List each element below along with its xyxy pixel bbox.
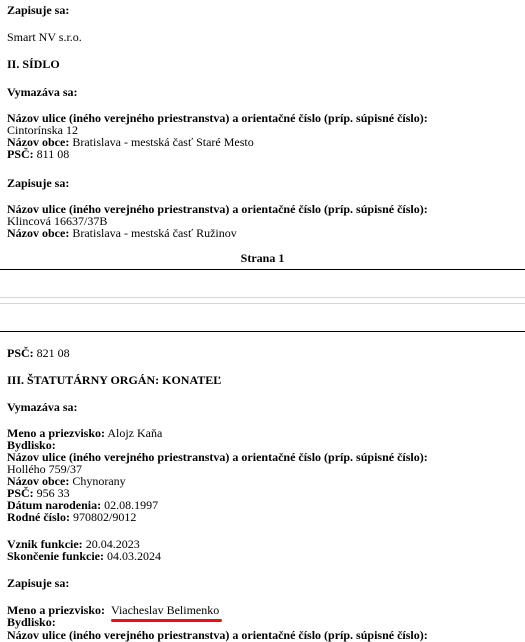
obec-label: Názov obce: <box>7 135 70 149</box>
new-obec-value: Bratislava - mestská časť Ružinov <box>72 226 237 240</box>
zapisuje-heading: Zapisuje sa: <box>7 3 70 17</box>
section-title-statutarny: III. ŠTATUTÁRNY ORGÁN: KONATEĽ <box>7 373 222 387</box>
obec-label-2: Názov obce: <box>7 226 70 240</box>
vznik-label: Vznik funkcie: <box>7 537 83 551</box>
old-psc-value: 811 08 <box>36 147 70 161</box>
skoncenie-label: Skončenie funkcie: <box>7 549 105 563</box>
old-street-value: Hollého 759/37 <box>7 462 82 476</box>
new-name-value: Viacheslav Belimenko <box>111 603 220 617</box>
old-psc-line <box>7 148 69 161</box>
page-footer: Strana 1 <box>240 251 285 265</box>
street-label: Názov ulice (iného verejného priestranstva) a orientačné číslo (príp. súpisné číslo): <box>7 111 428 125</box>
old-obec-value: Chynorany <box>72 474 126 488</box>
new-street-value: Klincová 16637/37B <box>7 214 108 228</box>
rodne-value: 970802/9012 <box>73 510 137 524</box>
rodne-label: Rodné číslo: <box>7 510 70 524</box>
old-street-value: Cintorínska 12 <box>7 123 78 137</box>
skoncenie-funkcie-line <box>7 550 161 563</box>
section-title-sidlo: II. SÍDLO <box>7 57 60 71</box>
page-top-rule <box>0 331 525 332</box>
street-label-2: Názov ulice (iného verejného priestranstva) a orientačné číslo (príp. súpisné číslo): <box>7 202 428 216</box>
datum-value: 02.08.1997 <box>104 498 159 512</box>
obec-label: Názov obce: <box>7 474 70 488</box>
datum-label: Dátum narodenia: <box>7 498 102 512</box>
psc-label: PSČ: <box>7 346 34 360</box>
meno-label: Meno a priezvisko: <box>7 426 105 440</box>
new-psc-line <box>7 347 70 360</box>
red-underline-annotation <box>111 619 222 622</box>
old-name-value: Alojz Kaňa <box>107 426 163 440</box>
old-psc-value: 956 33 <box>36 486 70 500</box>
vymazava-heading: Vymazáva sa: <box>7 85 78 99</box>
vymazava-heading: Vymazáva sa: <box>7 400 78 414</box>
page-separator-2 <box>0 303 525 304</box>
bydlisko-label-2: Bydlisko: <box>7 615 56 629</box>
skoncenie-value: 04.03.2024 <box>107 549 162 563</box>
page-gap <box>0 270 525 330</box>
old-obec-value: Bratislava - mestská časť Staré Mesto <box>72 135 254 149</box>
new-obec-line <box>7 227 237 240</box>
street-label-partial: Názov ulice (iného verejného priestranstva) a orientačné číslo (príp. súpisné číslo): <box>7 628 428 642</box>
company-name: Smart NV s.r.o. <box>7 30 82 44</box>
street-label: Názov ulice (iného verejného priestranstva) a orientačné číslo (príp. súpisné číslo): <box>7 450 428 464</box>
bydlisko-label: Bydlisko: <box>7 438 56 452</box>
psc-label: PSČ: <box>7 147 34 161</box>
rodne-cislo-line <box>7 511 136 524</box>
zapisuje-heading: Zapisuje sa: <box>7 576 70 590</box>
meno-label-2: Meno a priezvisko: <box>7 603 105 617</box>
psc-label-2: PSČ: <box>7 486 34 500</box>
new-psc-value: 821 08 <box>36 346 70 360</box>
vznik-value: 20.04.2023 <box>85 537 140 551</box>
zapisuje-heading-2: Zapisuje sa: <box>7 176 70 190</box>
page-separator-1 <box>0 297 525 298</box>
